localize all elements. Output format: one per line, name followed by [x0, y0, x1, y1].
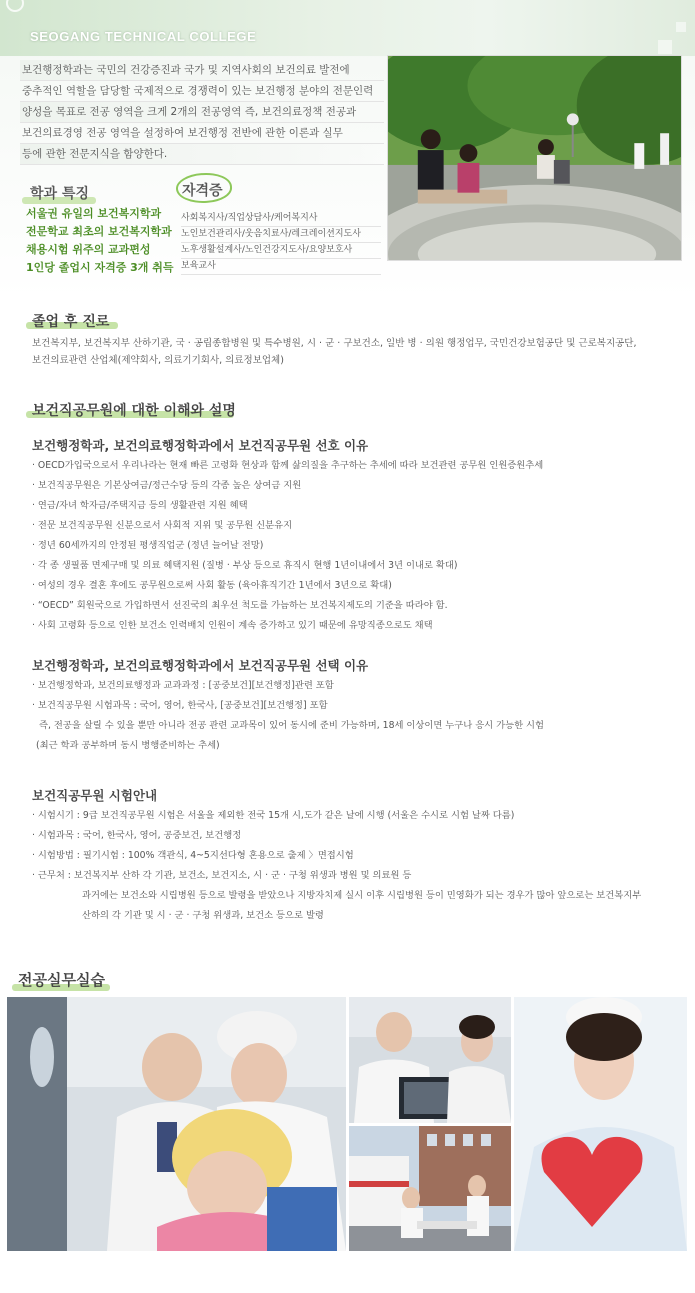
- certificate-item: 노후생활설계사/노인건강지도사/요양보호사: [181, 243, 381, 259]
- certificate-item: 사회복지사/직업상담사/케어복지사: [181, 211, 381, 227]
- exam-list: [32, 806, 641, 926]
- intro-line: 보건행정학과는 국민의 건강증진과 국가 및 지역사회의 보건의료 발전에: [20, 60, 384, 81]
- career-text: [32, 335, 637, 369]
- practice-title: 전공실무실습: [18, 971, 105, 989]
- exam-continuation: 과거에는 보건소와 시립병원 등으로 발령을 받았으나 지방자치제 실시 이후 시립병원 등이 민영화가 되는 경우가 많아 앞으로는 보건복지부: [82, 890, 642, 901]
- selection-list: [32, 676, 544, 756]
- preference-list: [32, 456, 543, 636]
- preference-item: · 여성의 경우 결혼 후에도 공무원으로써 사회 활동 (육아휴직기간 1년에서 3년으로 확대): [32, 580, 392, 591]
- preference-item: · 각 종 생필품 면제구매 및 의료 혜택지원 (질병 · 부상 등으로 휴직시 현행 1년이내에서 3년 이내로 확대): [32, 560, 458, 571]
- feature-item: 1인당 졸업시 자격증 3개 취득: [26, 261, 174, 274]
- preference-item: · 보건직공무원은 기본상여금/정근수당 등의 각종 높은 상여금 지원: [32, 480, 302, 491]
- feature-item: 채용시험 위주의 교과편성: [26, 243, 151, 256]
- selection-item: · 보건직공무원 시험과목 : 국어, 영어, 한국사, [공중보건][보건행정] 포함: [32, 700, 328, 711]
- doctors-xray-image: [349, 997, 511, 1123]
- exam-item: · 시험과목 : 국어, 한국사, 영어, 공중보건, 보건행정: [32, 830, 242, 841]
- selection-continuation: (최근 학과 공부하며 동시 병행준비하는 추세): [36, 740, 220, 751]
- certificate-item: 보육교사: [181, 259, 381, 275]
- certificates-title: 자격증: [182, 183, 223, 199]
- preference-title: 보건행정학과, 보건의료행정학과에서 보건직공무원 선호 이유: [32, 438, 369, 453]
- exam-item: · 근무처 : 보건복지부 산하 각 기관, 보건소, 보건지소, 시 · 군 · 구청 위생과 병원 및 의료원 등: [32, 870, 412, 881]
- intro-line: 보건의료경영 전공 영역을 설정하여 보건행정 전반에 관한 이론과 실무: [20, 123, 384, 144]
- career-title: 졸업 후 진로: [32, 314, 110, 330]
- feature-item: 전문학교 최초의 보건복지학과: [26, 225, 172, 238]
- features-list: [26, 205, 174, 277]
- preference-item: · 정년 60세까지의 안정된 평생직업군 (정년 늘어날 전망): [32, 540, 264, 551]
- civil-title: 보건직공무원에 대한 이해와 설명: [32, 403, 236, 419]
- features-title: 학과 특징: [30, 186, 89, 202]
- certificate-item: 노인보건관리사/웃음치료사/레크레이션지도사: [181, 227, 381, 243]
- exam-title: 보건직공무원 시험안내: [32, 788, 158, 803]
- decoration-square: [676, 22, 686, 32]
- selection-continuation: 즉, 전공을 살릴 수 있을 뿐만 아니라 전공 관련 교과목이 있어 동시에 준비 가능하며, 18세 이상이면 누구나 응시 가능한 시험: [39, 720, 544, 731]
- college-name: SEOGANG TECHNICAL COLLEGE: [30, 29, 257, 44]
- certificates-list: [181, 211, 381, 275]
- exam-item: · 시험시기 : 9급 보건직공무원 시험은 서울을 제외한 전국 15개 시,도가 같은 날에 시행 (서울은 수시로 시험 날짜 다름): [32, 810, 515, 821]
- preference-item: · OECD가입국으로서 우리나라는 현재 빠른 고령화 현상과 함께 삶의질을 추구하는 추세에 따라 보건관련 공무원 인원증원추세: [32, 460, 544, 471]
- dental-practice-image: [7, 997, 346, 1251]
- exam-continuation: 산하의 각 기관 및 시 · 군 · 구청 위생과, 보건소 등으로 발령: [82, 910, 324, 921]
- exam-item: · 시험방법 : 필기시험 : 100% 객관식, 4~5지선다형 혼용으로 출제 〉면접시험: [32, 850, 354, 861]
- intro-line: 등에 관한 전문지식을 함양한다.: [20, 144, 384, 165]
- ambulance-image: [349, 1126, 511, 1251]
- intro-line: 중추적인 역할을 담당할 국제적으로 경쟁력이 있는 보건행정 분야의 전문인력: [20, 81, 384, 102]
- campus-students-image: [387, 55, 682, 261]
- feature-item: 서울권 유일의 보건복지학과: [26, 207, 162, 220]
- header-banner: [0, 0, 695, 56]
- intro-line: 양성을 목표로 전공 영역을 크게 2개의 전공영역 즉, 보건의료정책 전공과: [20, 102, 384, 123]
- preference-item: · 사회 고령화 등으로 인한 보건소 인력배치 인원이 계속 증가하고 있기 때문에 유망직종으로도 채택: [32, 620, 433, 631]
- selection-title: 보건행정학과, 보건의료행정학과에서 보건직공무원 선택 이유: [32, 658, 369, 673]
- career-line: 보건의료관련 산업체(제약회사, 의료기기회사, 의료정보업체): [32, 355, 284, 366]
- nurse-heart-image: [514, 997, 687, 1251]
- preference-item: · 전문 보건직공무원 신분으로서 사회적 지위 및 공무원 신분유지: [32, 520, 293, 531]
- decoration-circle: [6, 0, 24, 12]
- preference-item: · 연금/자녀 학자금/주택지금 등의 생활관련 지원 혜택: [32, 500, 248, 511]
- career-line: 보건복지부, 보건복지부 산하기관, 국 · 공립종합병원 및 특수병원, 시 · 군 · 구보건소, 일반 병 · 의원 행정업무, 국민건강보험공단 및 근로복지공단,: [32, 338, 637, 349]
- decoration-square: [658, 40, 672, 54]
- intro-text: [20, 60, 384, 165]
- preference-item: · “OECD” 회원국으로 가입하면서 선진국의 최우선 척도를 가늠하는 보건복지제도의 기준을 따라야 함.: [32, 600, 448, 611]
- selection-item: · 보건행정학과, 보건의료행정과 교과과정 : [공중보건][보건행정]관련 포함: [32, 680, 334, 691]
